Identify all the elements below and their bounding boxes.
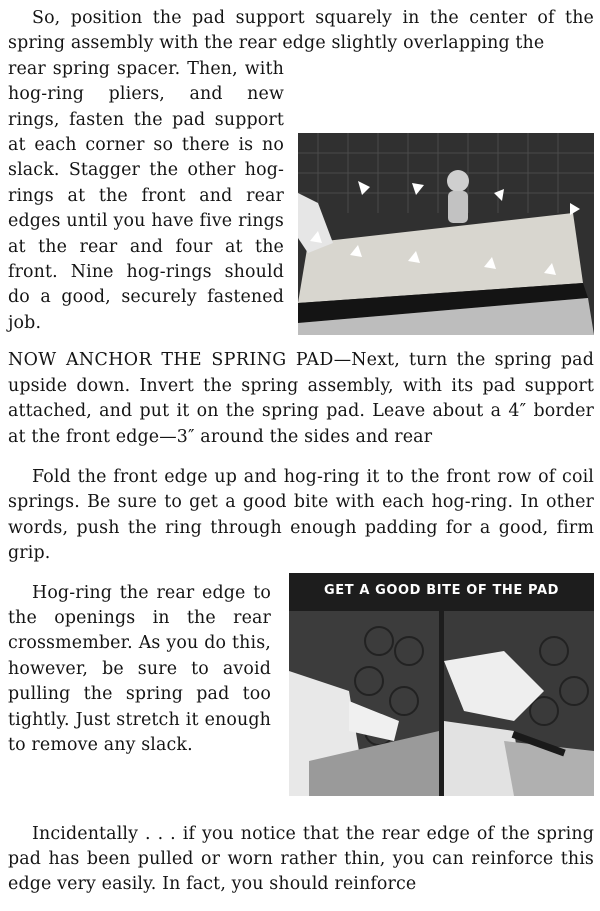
paragraph-hog-ring-rear-edge: Hog-ring the rear edge to the openings in the rear crossmember. As you do this, however, be sure to avoid pulling the spring pad too tightly. Just stretch it enough to remove any slack.: [8, 582, 271, 755]
paragraph-anchor-spring-pad: [8, 348, 594, 450]
photo-hog-ring-right: [444, 611, 594, 796]
photo-pad-support-illustration: [298, 133, 594, 335]
paragraph-anchor-spring-pad-body: —Next, turn the spring pad upside down. Invert the spring assembly, with its pad support attached, and put it on the spring pad. Leave about a 4″ border at the front edge—3″ around the sides and rear: [8, 350, 594, 447]
paragraph-fold-front-edge: Fold the front edge up and hog-ring it to the front row of coil springs. Be sure to get a good bite with each hog-ring. In other words, push the ring through enough padding for a good, firm grip.: [8, 466, 594, 564]
page: [8, 6, 594, 898]
photo-hog-ring-left: [289, 611, 439, 796]
photo-hog-ring-left-illustration: [289, 611, 439, 796]
photo-pad-support-hog-rings: [298, 133, 594, 335]
section-heading-anchor-spring-pad: NOW ANCHOR THE SPRING PAD: [8, 350, 334, 371]
photo-hog-ring-right-illustration: [444, 611, 594, 796]
paragraph-fasten-pad-support: rear spring spacer. Then, with hog-ring pliers, and new rings, fasten the pad support at each corner so there is no slack. Stagger the other hog-rings at the front and rear edges until you have five rings at the rear and four at the front. Nine hog-rings should do a good, securely fastened job.: [8, 58, 284, 333]
paragraph-position-pad-intro: So, position the pad support squarely in the center of the spring assembly with the rear edge slightly overlapping the: [8, 8, 594, 54]
photo-caption-banner: GET A GOOD BITE OF THE PAD: [323, 582, 560, 598]
paragraph-reinforce-rear-edge: Incidentally . . . if you notice that the rear edge of the spring pad has been pulled or worn rather thin, you can reinforce this edge very easily. In fact, you should reinforce: [8, 823, 594, 895]
photo-good-bite-of-pad: [289, 573, 594, 796]
